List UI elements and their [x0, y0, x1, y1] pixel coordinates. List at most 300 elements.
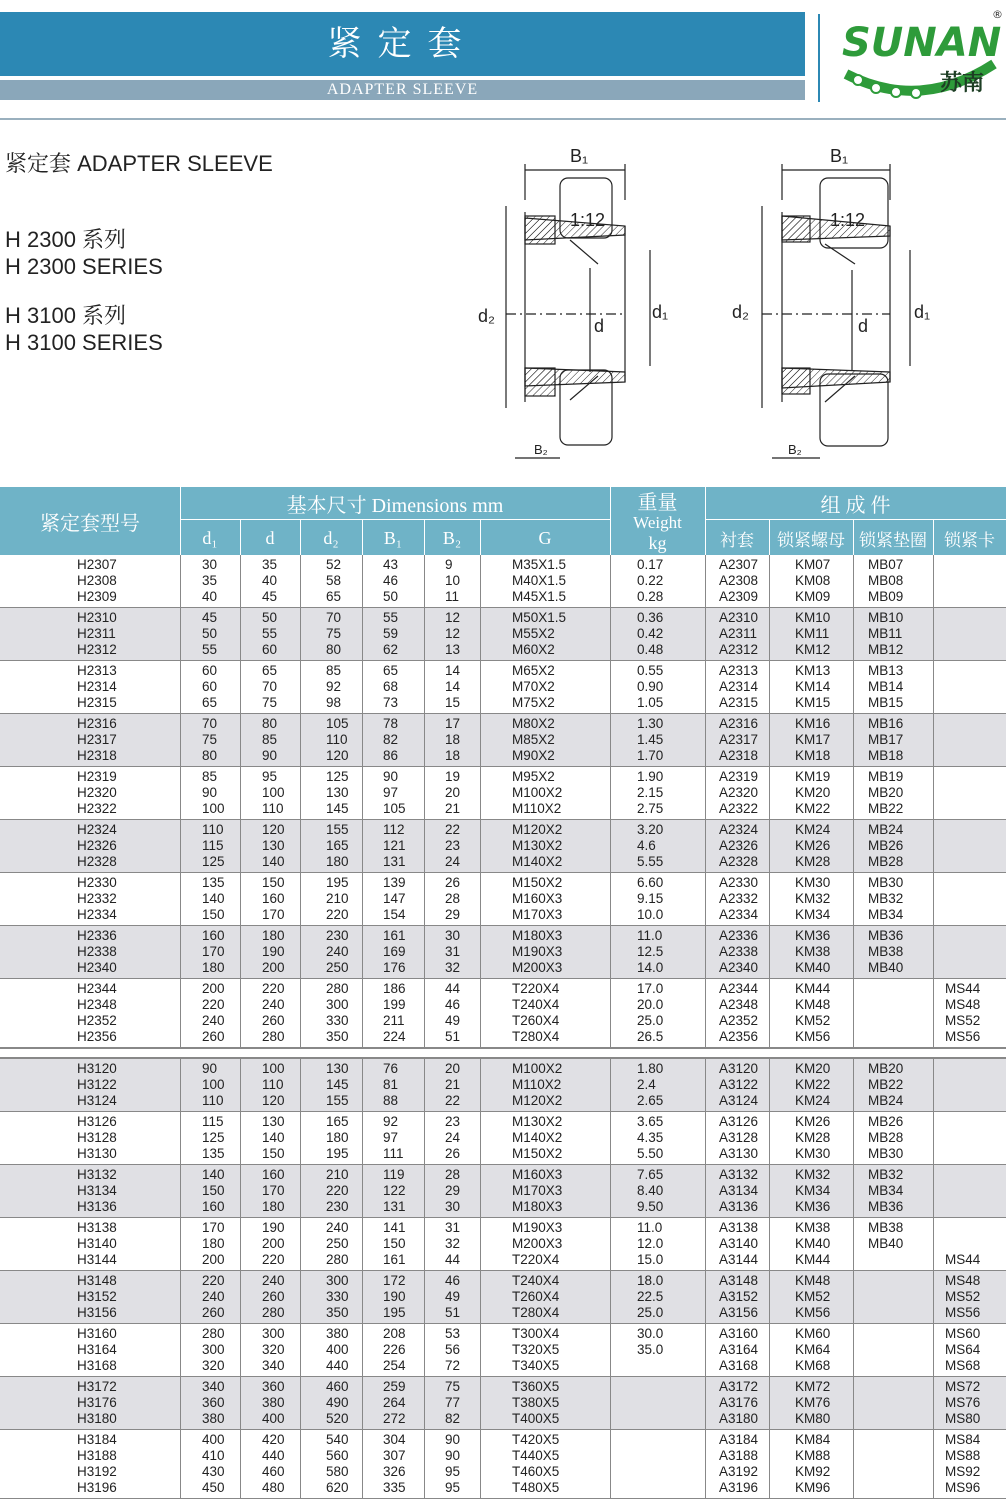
- svg-text:苏南: 苏南: [940, 71, 985, 96]
- cell-weight: 2.15: [637, 785, 664, 800]
- cell-lockclip: MS80: [945, 1411, 981, 1426]
- cell-b1: 97: [383, 785, 399, 800]
- cell-d1: 140: [202, 1167, 225, 1182]
- cell-d: 70: [262, 679, 278, 694]
- cell-sleeve: A3184: [719, 1432, 759, 1447]
- cell-b1: 226: [383, 1342, 406, 1357]
- cell-d: 85: [262, 732, 278, 747]
- header-model: 紧定套型号: [40, 512, 140, 535]
- cell-g: M170X3: [512, 1183, 563, 1198]
- header-weight-unit: kg: [648, 532, 667, 553]
- cell-model: H2338: [77, 944, 117, 959]
- cell-d1: 170: [202, 944, 225, 959]
- cell-b2: 9: [445, 557, 453, 572]
- cell-d2: 58: [326, 573, 342, 588]
- cell-model: H2334: [77, 907, 117, 922]
- cell-g: M35X1.5: [512, 557, 567, 572]
- cell-locknut: KM38: [795, 1220, 831, 1235]
- cell-d: 180: [262, 1199, 285, 1214]
- row-group: [0, 1112, 1006, 1165]
- cell-b1: 161: [383, 928, 406, 943]
- cell-g: M140X2: [512, 1130, 563, 1145]
- cell-weight: 3.65: [637, 1114, 664, 1129]
- cell-weight: 1.80: [637, 1061, 664, 1076]
- cell-weight: 5.50: [637, 1146, 664, 1161]
- cell-weight: 15.0: [637, 1252, 664, 1267]
- cell-b2: 29: [445, 907, 461, 922]
- cell-d: 190: [262, 1220, 285, 1235]
- cell-b1: 307: [383, 1448, 406, 1463]
- cell-model: H2309: [77, 589, 117, 604]
- header-components: 组 成 件: [820, 494, 891, 517]
- cell-b2: 15: [445, 695, 461, 710]
- header-dimensions: 基本尺寸 Dimensions mm: [286, 494, 504, 517]
- cell-weight: 11.0: [637, 928, 663, 943]
- cell-weight: 26.5: [637, 1029, 664, 1044]
- cell-g: T220X4: [512, 1252, 560, 1267]
- cell-d2: 80: [326, 642, 342, 657]
- svg-text:B₁: B₁: [830, 146, 849, 166]
- cell-locknut: KM20: [795, 1061, 831, 1076]
- cell-sleeve: A3124: [719, 1093, 759, 1108]
- cell-lockwasher: MB13: [868, 663, 904, 678]
- cell-model: H2314: [77, 679, 117, 694]
- cell-d1: 140: [202, 891, 225, 906]
- svg-text:SUNAN: SUNAN: [842, 20, 1002, 66]
- cell-weight: 4.35: [637, 1130, 664, 1145]
- header-sleeve: 衬套: [720, 530, 754, 551]
- cell-b1: 335: [383, 1480, 406, 1495]
- cell-sleeve: A2326: [719, 838, 759, 853]
- cell-sleeve: A2332: [719, 891, 759, 906]
- header-b2: B₂: [442, 527, 462, 548]
- cell-sleeve: A2318: [719, 748, 759, 763]
- cell-d: 130: [262, 1114, 285, 1129]
- cell-g: M90X2: [512, 748, 555, 763]
- cell-d1: 85: [202, 769, 218, 784]
- cell-weight: 25.0: [637, 1305, 664, 1320]
- cell-lockwasher: MB38: [868, 1220, 904, 1235]
- cell-model: H2317: [77, 732, 117, 747]
- cell-b1: 190: [383, 1289, 406, 1304]
- cell-sleeve: A3122: [719, 1077, 759, 1092]
- cell-b1: 119: [383, 1167, 405, 1182]
- cell-d: 80: [262, 716, 278, 731]
- cell-weight: 5.55: [637, 854, 664, 869]
- cell-locknut: KM28: [795, 854, 831, 869]
- cell-b1: 111: [383, 1146, 404, 1161]
- drawing-h2300: [506, 164, 650, 458]
- cell-d1: 240: [202, 1013, 225, 1028]
- cell-g: T460X5: [512, 1464, 560, 1479]
- cell-model: H2336: [77, 928, 117, 943]
- cell-b2: 12: [445, 610, 461, 625]
- cell-lockwasher: MB30: [868, 875, 904, 890]
- cell-g: M95X2: [512, 769, 555, 784]
- cell-b2: 77: [445, 1395, 461, 1410]
- cell-model: H3152: [77, 1289, 117, 1304]
- cell-b2: 72: [445, 1358, 461, 1373]
- cell-weight: 17.0: [637, 981, 664, 996]
- cell-model: H2311: [77, 626, 116, 641]
- cell-g: T220X4: [512, 981, 560, 996]
- page-title: 紧定套: [327, 24, 478, 64]
- sleeve-drawings: [470, 140, 950, 470]
- cell-d: 170: [262, 907, 285, 922]
- cell-d2: 220: [326, 907, 349, 922]
- cell-b2: 30: [445, 1199, 461, 1214]
- cell-b2: 14: [445, 663, 461, 678]
- cell-d1: 115: [202, 838, 224, 853]
- cell-weight: 0.36: [637, 610, 664, 625]
- cell-d1: 135: [202, 875, 225, 890]
- cell-lockwasher: MB36: [868, 928, 904, 943]
- header-lockwasher: 锁紧垫圈: [859, 530, 927, 551]
- cell-model: H3172: [77, 1379, 117, 1394]
- cell-lockwasher: MB34: [868, 1183, 904, 1198]
- cell-d2: 125: [326, 769, 349, 784]
- cell-model: H3126: [77, 1114, 117, 1129]
- cell-d1: 55: [202, 642, 218, 657]
- cell-model: H2319: [77, 769, 117, 784]
- cell-d1: 40: [202, 589, 218, 604]
- cell-sleeve: A3144: [719, 1252, 759, 1267]
- cell-b2: 44: [445, 1252, 461, 1267]
- cell-d1: 100: [202, 1077, 225, 1092]
- cell-locknut: KM92: [795, 1464, 831, 1479]
- cell-weight: 30.0: [637, 1326, 664, 1341]
- cell-d: 260: [262, 1013, 285, 1028]
- cell-weight: 0.22: [637, 573, 664, 588]
- cell-d: 50: [262, 610, 278, 625]
- cell-model: H2313: [77, 663, 117, 678]
- cell-b1: 59: [383, 626, 399, 641]
- cell-lockclip: MS72: [945, 1379, 981, 1394]
- cell-locknut: KM76: [795, 1395, 831, 1410]
- cell-g: M70X2: [512, 679, 555, 694]
- cell-b1: 147: [383, 891, 406, 906]
- cell-weight: 1.30: [637, 716, 664, 731]
- cell-weight: 0.48: [637, 642, 664, 657]
- cell-locknut: KM28: [795, 1130, 831, 1145]
- cell-model: H2348: [77, 997, 117, 1012]
- cell-sleeve: A2313: [719, 663, 759, 678]
- cell-d: 480: [262, 1480, 285, 1495]
- table-body-h3100: [0, 1059, 1006, 1499]
- cell-b1: 161: [383, 1252, 406, 1267]
- cell-d: 400: [262, 1411, 285, 1426]
- cell-d2: 250: [326, 960, 349, 975]
- cell-locknut: KM40: [795, 960, 831, 975]
- cell-d: 95: [262, 769, 278, 784]
- cell-b2: 31: [445, 1220, 461, 1235]
- cell-lockwasher: MB20: [868, 1061, 904, 1076]
- header-lockclip: 锁紧卡: [944, 530, 995, 551]
- cell-weight: 12.5: [637, 944, 664, 959]
- intro-title: 紧定套 ADAPTER SLEEVE: [5, 151, 273, 176]
- cell-d1: 80: [202, 748, 218, 763]
- cell-d1: 300: [202, 1342, 225, 1357]
- cell-weight: 14.0: [637, 960, 664, 975]
- cell-sleeve: A3164: [719, 1342, 759, 1357]
- row-group: [0, 1059, 1006, 1112]
- cell-model: H2340: [77, 960, 117, 975]
- cell-g: M120X2: [512, 1093, 563, 1108]
- cell-g: M60X2: [512, 642, 555, 657]
- cell-d1: 125: [202, 1130, 225, 1145]
- svg-text:®: ®: [992, 8, 1003, 21]
- cell-locknut: KM56: [795, 1305, 831, 1320]
- cell-weight: 9.15: [637, 891, 664, 906]
- cell-b1: 97: [383, 1130, 399, 1145]
- cell-d1: 150: [202, 1183, 225, 1198]
- cell-weight: 20.0: [637, 997, 664, 1012]
- cell-sleeve: A3152: [719, 1289, 759, 1304]
- cell-g: M75X2: [512, 695, 555, 710]
- cell-d2: 92: [326, 679, 342, 694]
- cell-lockwasher: MB26: [868, 1114, 904, 1129]
- cell-d1: 430: [202, 1464, 225, 1479]
- cell-b2: 46: [445, 1273, 461, 1288]
- cell-g: M180X3: [512, 1199, 563, 1214]
- cell-sleeve: A2334: [719, 907, 759, 922]
- cell-sleeve: A3160: [719, 1326, 759, 1341]
- cell-d1: 340: [202, 1379, 225, 1394]
- cell-d: 60: [262, 642, 278, 657]
- cell-d2: 280: [326, 981, 349, 996]
- cell-locknut: KM22: [795, 801, 831, 816]
- cell-g: M200X3: [512, 1236, 563, 1251]
- cell-b1: 46: [383, 573, 399, 588]
- cell-locknut: KM26: [795, 838, 831, 853]
- cell-g: M120X2: [512, 822, 563, 837]
- cell-d2: 120: [326, 748, 349, 763]
- cell-d: 440: [262, 1448, 285, 1463]
- cell-d1: 220: [202, 1273, 225, 1288]
- cell-b2: 22: [445, 822, 461, 837]
- cell-d1: 115: [202, 1114, 224, 1129]
- cell-weight: 0.17: [637, 557, 664, 572]
- cell-weight: 0.42: [637, 626, 664, 641]
- cell-d1: 180: [202, 1236, 225, 1251]
- cell-b1: 78: [383, 716, 399, 731]
- cell-d2: 70: [326, 610, 342, 625]
- cell-model: H2318: [77, 748, 117, 763]
- cell-d2: 195: [326, 875, 349, 890]
- cell-locknut: KM07: [795, 557, 831, 572]
- cell-d2: 155: [326, 822, 349, 837]
- cell-d: 220: [262, 1252, 285, 1267]
- cell-locknut: KM38: [795, 944, 831, 959]
- row-group: [0, 820, 1006, 873]
- cell-locknut: KM40: [795, 1236, 831, 1251]
- cell-d: 100: [262, 785, 285, 800]
- cell-sleeve: A3120: [719, 1061, 759, 1076]
- cell-b1: 211: [383, 1013, 405, 1028]
- cell-b2: 24: [445, 1130, 461, 1145]
- cell-lockclip: MS44: [945, 981, 981, 996]
- svg-text:d₁: d₁: [652, 302, 669, 322]
- cell-lockwasher: MB36: [868, 1199, 904, 1214]
- table-body-h2300: [0, 555, 1006, 1048]
- cell-lockwasher: MB28: [868, 854, 904, 869]
- cell-locknut: KM13: [795, 663, 831, 678]
- cell-lockwasher: MB34: [868, 907, 904, 922]
- cell-sleeve: A3132: [719, 1167, 759, 1182]
- cell-model: H3120: [77, 1061, 117, 1076]
- cell-b2: 20: [445, 785, 461, 800]
- cell-d: 65: [262, 663, 278, 678]
- cell-d1: 240: [202, 1289, 225, 1304]
- cell-d2: 440: [326, 1358, 349, 1373]
- cell-model: H3192: [77, 1464, 117, 1479]
- cell-lockwasher: MB12: [868, 642, 904, 657]
- cell-g: T400X5: [512, 1411, 560, 1426]
- cell-sleeve: A2311: [719, 626, 758, 641]
- cell-d1: 200: [202, 981, 225, 996]
- cell-lockwasher: MB15: [868, 695, 904, 710]
- cell-d2: 180: [326, 1130, 349, 1145]
- cell-b2: 44: [445, 981, 461, 996]
- cell-locknut: KM52: [795, 1289, 831, 1304]
- cell-sleeve: A2310: [719, 610, 759, 625]
- cell-d: 240: [262, 1273, 285, 1288]
- cell-d: 140: [262, 1130, 285, 1145]
- cell-d: 100: [262, 1061, 285, 1076]
- cell-model: H3130: [77, 1146, 117, 1161]
- cell-model: H3156: [77, 1305, 117, 1320]
- cell-g: M100X2: [512, 785, 563, 800]
- cell-locknut: KM64: [795, 1342, 831, 1357]
- cell-d1: 100: [202, 801, 225, 816]
- cell-d2: 230: [326, 1199, 349, 1214]
- cell-locknut: KM10: [795, 610, 831, 625]
- cell-g: M140X2: [512, 854, 563, 869]
- cell-b1: 92: [383, 1114, 399, 1129]
- cell-b2: 90: [445, 1448, 461, 1463]
- cell-d1: 125: [202, 854, 225, 869]
- cell-lockclip: MS84: [945, 1432, 981, 1447]
- cell-d1: 160: [202, 928, 225, 943]
- cell-lockwasher: MB40: [868, 1236, 904, 1251]
- cell-weight: 1.70: [637, 748, 664, 763]
- cell-b1: 208: [383, 1326, 406, 1341]
- cell-d: 75: [262, 695, 278, 710]
- cell-weight: 3.20: [637, 822, 664, 837]
- cell-b1: 176: [383, 960, 406, 975]
- cell-d1: 45: [202, 610, 218, 625]
- cell-model: H2324: [77, 822, 117, 837]
- cell-d2: 620: [326, 1480, 349, 1495]
- cell-d: 110: [262, 1077, 284, 1092]
- svg-text:B₂: B₂: [788, 442, 802, 457]
- cell-locknut: KM96: [795, 1480, 831, 1495]
- cell-weight: 10.0: [637, 907, 664, 922]
- cell-b2: 95: [445, 1480, 461, 1495]
- cell-b1: 254: [383, 1358, 406, 1373]
- cell-model: H2315: [77, 695, 117, 710]
- cell-model: H2332: [77, 891, 117, 906]
- header-weight-en: Weight: [633, 513, 682, 532]
- cell-g: M180X3: [512, 928, 563, 943]
- row-group: [0, 926, 1006, 979]
- cell-d: 140: [262, 854, 285, 869]
- header-d2: d₂: [323, 527, 339, 548]
- header-g: G: [538, 527, 552, 548]
- cell-model: H2310: [77, 610, 117, 625]
- cell-b2: 95: [445, 1464, 461, 1479]
- cell-d2: 540: [326, 1432, 349, 1447]
- cell-d: 200: [262, 960, 285, 975]
- cell-g: M65X2: [512, 663, 555, 678]
- cell-locknut: KM22: [795, 1077, 831, 1092]
- cell-weight: 7.65: [637, 1167, 664, 1182]
- cell-b1: 112: [383, 822, 405, 837]
- cell-d: 380: [262, 1395, 285, 1410]
- cell-d: 190: [262, 944, 285, 959]
- cell-b2: 23: [445, 838, 461, 853]
- cell-lockclip: MS76: [945, 1395, 981, 1410]
- cell-d2: 110: [326, 732, 348, 747]
- cell-d2: 300: [326, 1273, 349, 1288]
- cell-d1: 70: [202, 716, 218, 731]
- cell-d2: 210: [326, 1167, 349, 1182]
- cell-b1: 172: [383, 1273, 406, 1288]
- series-separator: [0, 1048, 1006, 1059]
- cell-b2: 32: [445, 1236, 461, 1251]
- cell-b1: 68: [383, 679, 399, 694]
- cell-g: M80X2: [512, 716, 555, 731]
- cell-b2: 22: [445, 1093, 461, 1108]
- cell-d2: 520: [326, 1411, 349, 1426]
- cell-model: H3148: [77, 1273, 117, 1288]
- cell-g: T420X5: [512, 1432, 560, 1447]
- cell-weight: 9.50: [637, 1199, 664, 1214]
- cell-sleeve: A3128: [719, 1130, 759, 1145]
- cell-d2: 250: [326, 1236, 349, 1251]
- cell-sleeve: A2319: [719, 769, 759, 784]
- cell-model: H2326: [77, 838, 117, 853]
- cell-sleeve: A2330: [719, 875, 759, 890]
- header-rule: [0, 118, 1006, 120]
- cell-sleeve: A2340: [719, 960, 759, 975]
- cell-d: 35: [262, 557, 278, 572]
- cell-d: 280: [262, 1305, 285, 1320]
- cell-b1: 169: [383, 944, 406, 959]
- cell-b2: 21: [445, 801, 461, 816]
- cell-lockclip: MS96: [945, 1480, 981, 1495]
- cell-locknut: KM34: [795, 907, 831, 922]
- cell-locknut: KM26: [795, 1114, 831, 1129]
- cell-b1: 55: [383, 610, 399, 625]
- cell-d2: 380: [326, 1326, 349, 1341]
- cell-d1: 450: [202, 1480, 225, 1495]
- cell-model: H3184: [77, 1432, 117, 1447]
- cell-b1: 259: [383, 1379, 406, 1394]
- svg-text:d: d: [594, 316, 605, 336]
- svg-text:B₁: B₁: [570, 146, 589, 166]
- cell-locknut: KM12: [795, 642, 831, 657]
- row-group: [0, 1324, 1006, 1377]
- cell-d1: 380: [202, 1411, 225, 1426]
- cell-sleeve: A2344: [719, 981, 759, 996]
- cell-b2: 49: [445, 1013, 461, 1028]
- cell-locknut: KM30: [795, 1146, 831, 1161]
- cell-model: H2307: [77, 557, 117, 572]
- cell-d: 160: [262, 1167, 285, 1182]
- cell-lockwasher: MB19: [868, 769, 904, 784]
- cell-b2: 19: [445, 769, 461, 784]
